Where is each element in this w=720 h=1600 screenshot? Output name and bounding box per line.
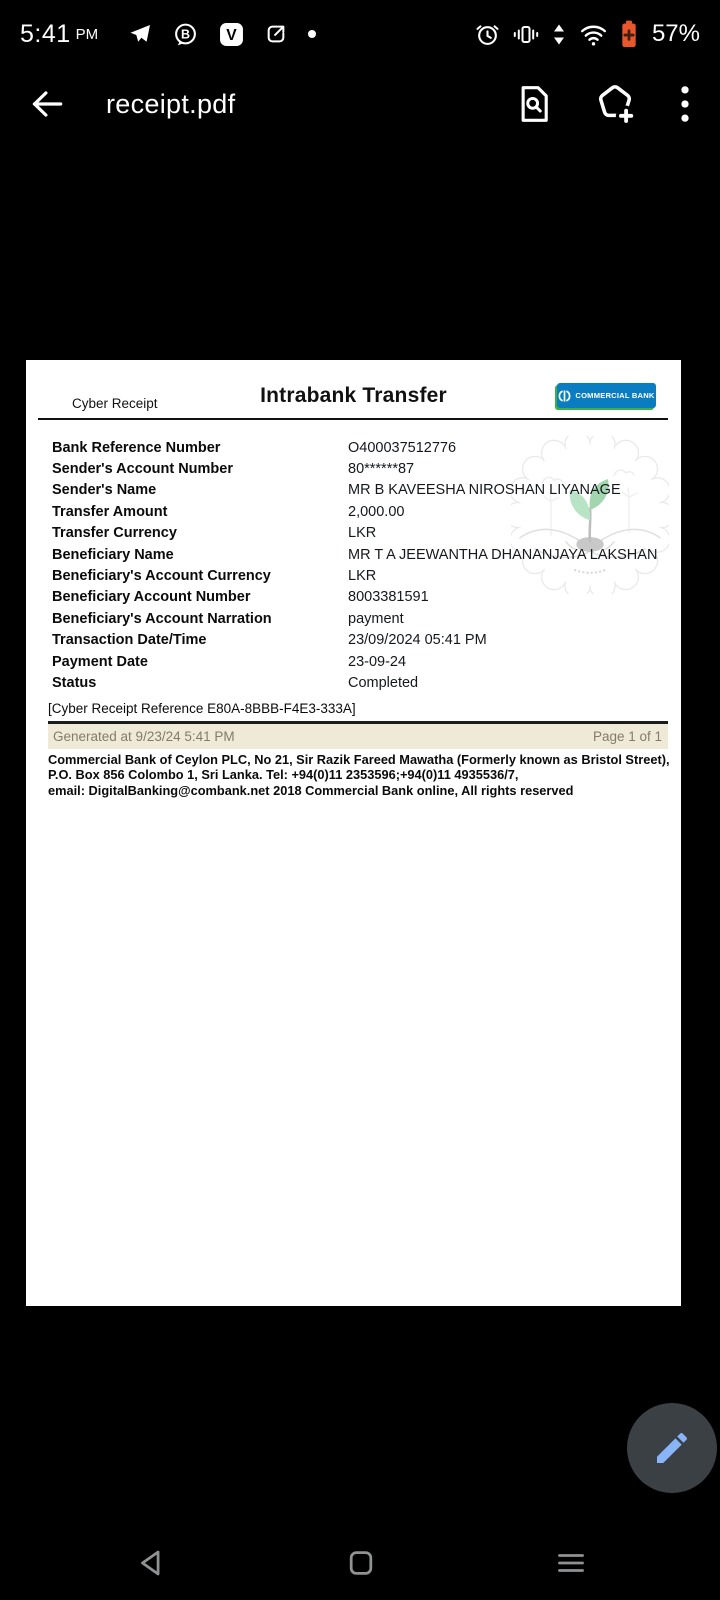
row-transaction-date-time — [52, 630, 668, 651]
footer-line-3: email: DigitalBanking@combank.net 2018 Commercial Bank online, All rights reserved — [48, 782, 574, 798]
field-label: Transaction Date/Time — [52, 632, 207, 649]
nav-back-button[interactable] — [136, 1548, 164, 1578]
field-value: LKR — [348, 525, 377, 542]
row-beneficiary-account-number — [52, 587, 668, 608]
field-value: 23/09/2024 05:41 PM — [348, 632, 487, 649]
field-label: Sender's Account Number — [52, 461, 233, 478]
row-beneficiary-account-narration — [52, 608, 668, 629]
field-value: MR T A JEEWANTHA DHANANJAYA LAKSHAN — [348, 546, 658, 563]
field-label: Transfer Currency — [52, 525, 177, 542]
field-label: Bank Reference Number — [52, 439, 221, 456]
footer-line-2: P.O. Box 856 Colombo 1, Sri Lanka. Tel: +94(0)11 2353596;+94(0)11 4935536/7, — [48, 767, 519, 783]
nav-home-button[interactable] — [347, 1548, 375, 1578]
row-transfer-currency — [52, 523, 668, 544]
row-payment-date — [52, 651, 668, 672]
field-label: Beneficiary Account Number — [52, 589, 251, 606]
field-label: Beneficiary Name — [52, 546, 174, 563]
field-label: Beneficiary's Account Narration — [52, 610, 272, 627]
field-value: O400037512776 — [348, 439, 457, 456]
svg-text:V: V — [226, 26, 237, 44]
receipt-field-table — [52, 437, 668, 694]
doc-type-label: Cyber Receipt — [72, 396, 158, 411]
commercial-bank-logo — [557, 383, 656, 408]
row-senders-name — [52, 480, 668, 501]
row-bank-reference-number — [52, 437, 668, 458]
status-time: 5:41 — [20, 19, 71, 48]
page-indicator: Page 1 of 1 — [592, 728, 662, 744]
receipt-title: Intrabank Transfer — [260, 384, 447, 407]
row-transfer-amount — [52, 501, 668, 522]
pencil-edit-icon — [652, 1428, 692, 1468]
row-beneficiary-name — [52, 544, 668, 565]
footer-line-1: Commercial Bank of Ceylon PLC, No 21, Sir Razik Fareed Mawatha (Formerly known as Bristol Street), — [48, 752, 670, 767]
field-value: 80******87 — [348, 461, 415, 478]
field-label: Payment Date — [52, 653, 148, 670]
field-label: Transfer Amount — [52, 503, 168, 520]
svg-text:B: B — [181, 26, 191, 41]
row-status — [52, 672, 668, 693]
status-time-meridiem: PM — [75, 25, 99, 43]
field-label: Beneficiary's Account Currency — [52, 568, 271, 585]
bank-logo-text: COMMERCIAL BANK — [575, 391, 655, 400]
field-value: 2,000.00 — [348, 503, 405, 520]
field-label: Sender's Name — [52, 482, 157, 499]
row-beneficiary-account-currency — [52, 565, 668, 586]
field-value: 8003381591 — [348, 589, 429, 606]
bank-footer-text — [48, 752, 670, 798]
cyber-receipt-reference: [Cyber Receipt Reference E80A-8BBB-F4E3-333A] — [48, 701, 356, 716]
nav-menu-button[interactable] — [556, 1548, 586, 1578]
field-value: 23-09-24 — [348, 653, 407, 670]
field-value: payment — [348, 610, 404, 627]
field-value: Completed — [348, 674, 419, 691]
receipt-page — [26, 360, 681, 1306]
document-title: receipt.pdf — [106, 88, 236, 119]
row-senders-account-number — [52, 458, 668, 479]
header-divider — [38, 418, 668, 420]
navigation-bar — [0, 1530, 720, 1600]
generated-at-text: Generated at 9/23/24 5:41 PM — [53, 728, 235, 744]
battery-percent: 57% — [651, 20, 700, 47]
field-value: LKR — [348, 568, 377, 585]
bank-logo-mark-icon — [558, 389, 571, 403]
edit-fab-button[interactable] — [627, 1403, 717, 1493]
generated-bar — [48, 724, 668, 749]
field-label: Status — [52, 674, 97, 691]
field-value: MR B KAVEESHA NIROSHAN LIYANAGE — [348, 482, 621, 499]
